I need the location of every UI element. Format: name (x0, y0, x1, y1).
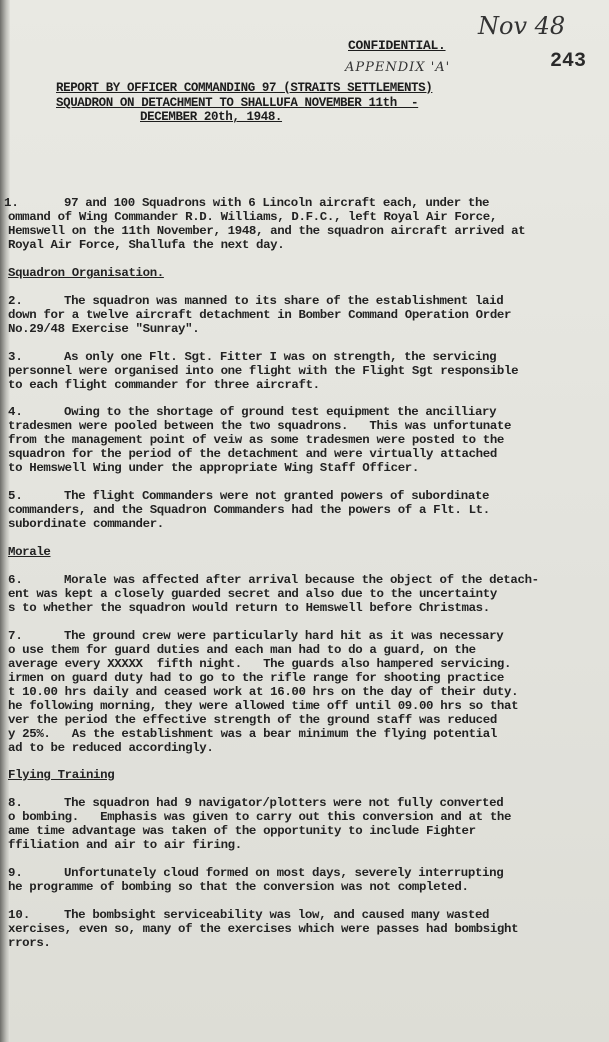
folio-number: 243 (550, 50, 587, 73)
para-7-line-4: irmen on guard duty had to go to the rifle range for shooting practice (8, 671, 504, 685)
para-9-number: 9. (8, 866, 23, 880)
para-8-line-4: ffiliation and air to air firing. (8, 838, 242, 852)
para-2-number: 2. (8, 294, 23, 308)
para-5-line-3: subordinate commander. (8, 517, 164, 531)
para-10-number: 10. (8, 908, 31, 922)
para-5-number: 5. (8, 489, 23, 503)
heading-squadron-organisation: Squadron Organisation. (8, 266, 164, 280)
para-7-line-1: The ground crew were particularly hard hit as it was necessary (64, 629, 504, 643)
report-title-line-3: DECEMBER 20th, 1948. (140, 110, 283, 124)
para-3-line-1: As only one Flt. Sgt. Fitter I was on strength, the servicing (64, 350, 497, 364)
report-title-line-2: SQUADRON ON DETACHMENT TO SHALLUFA NOVEMBER 11th - (56, 96, 419, 110)
para-6-number: 6. (8, 573, 23, 587)
para-9-line-1: Unfortunately cloud formed on most days, severely interrupting (64, 866, 504, 880)
para-1-line-4: Royal Air Force, Shallufa the next day. (8, 238, 285, 252)
report-title-line-1: REPORT BY OFFICER COMMANDING 97 (STRAITS SETTLEMENTS) (56, 81, 433, 95)
para-1-line-1: 97 and 100 Squadrons with 6 Lincoln aircraft each, under the (64, 196, 490, 210)
handwritten-appendix: APPENDIX 'A' (345, 60, 451, 75)
para-4-line-1: Owing to the shortage of ground test equipment the ancilliary (64, 405, 497, 419)
para-10-line-3: rrors. (8, 936, 51, 950)
para-9-line-2: he programme of bombing so that the conversion was not completed. (8, 880, 469, 894)
para-8-number: 8. (8, 796, 23, 810)
para-2-line-2: down for a twelve aircraft detachment in Bomber Command Operation Order (8, 308, 512, 322)
para-7-line-9: ad to be reduced accordingly. (8, 741, 214, 755)
para-4-line-5: to Hemswell Wing under the appropriate Wing Staff Officer. (8, 461, 419, 475)
handwritten-date: Nov 48 (478, 12, 566, 40)
para-3-line-3: to each flight commander for three aircraft. (8, 378, 320, 392)
para-1-number: 1. (4, 196, 19, 210)
para-2-line-1: The squadron was manned to its share of the establishment laid (64, 294, 504, 308)
para-5-line-1: The flight Commanders were not granted powers of subordinate (64, 489, 490, 503)
heading-morale: Morale (8, 545, 51, 559)
para-1-line-3: Hemswell on the 11th November, 1948, and the squadron aircraft arrived at (8, 224, 526, 238)
para-3-line-2: personnel were organised into one flight with the Flight Sgt responsible (8, 364, 519, 378)
para-5-line-2: commanders, and the Squadron Commanders had the powers of a Flt. Lt. (8, 503, 490, 517)
para-7-line-3: average every XXXXX fifth night. The guards also hampered servicing. (8, 657, 512, 671)
para-1-line-2: ommand of Wing Commander R.D. Williams, D.F.C., left Royal Air Force, (8, 210, 497, 224)
heading-flying-training: Flying Training (8, 768, 115, 782)
para-3-number: 3. (8, 350, 23, 364)
para-8-line-1: The squadron had 9 navigator/plotters were not fully converted (64, 796, 504, 810)
para-6-line-1: Morale was affected after arrival because the object of the detach- (64, 573, 539, 587)
para-4-number: 4. (8, 405, 23, 419)
para-7-line-7: ver the period the effective strength of the ground staff was reduced (8, 713, 497, 727)
classification-stamp: CONFIDENTIAL. (348, 38, 446, 53)
para-2-line-3: No.29/48 Exercise "Sunray". (8, 322, 200, 336)
para-7-line-6: he following morning, they were allowed time off until 09.00 hrs so that (8, 699, 519, 713)
para-7-line-2: o use them for guard duties and each man had to do a guard, on the (8, 643, 476, 657)
para-10-line-1: The bombsight serviceability was low, and caused many wasted (64, 908, 490, 922)
para-6-line-2: ent was kept a closely guarded secret and also due to the uncertainty (8, 587, 497, 601)
para-7-line-8: y 25%. As the establishment was a bear minimum the flying potential (8, 727, 497, 741)
para-4-line-3: from the management point of veiw as some tradesmen were posted to the (8, 433, 504, 447)
para-8-line-3: ame time advantage was taken of the opportunity to include Fighter (8, 824, 476, 838)
para-8-line-2: o bombing. Emphasis was given to carry out this conversion and at the (8, 810, 512, 824)
para-4-line-4: squadron for the period of the detachment and were virtually attached (8, 447, 497, 461)
para-4-line-2: tradesmen were pooled between the two squadrons. This was unfortunate (8, 419, 512, 433)
para-7-line-5: t 10.00 hrs daily and ceased work at 16.00 hrs on the day of their duty. (8, 685, 519, 699)
para-10-line-2: xercises, even so, many of the exercises which were passes had bombsight (8, 922, 519, 936)
para-7-number: 7. (8, 629, 23, 643)
para-6-line-3: s to whether the squadron would return to Hemswell before Christmas. (8, 601, 490, 615)
